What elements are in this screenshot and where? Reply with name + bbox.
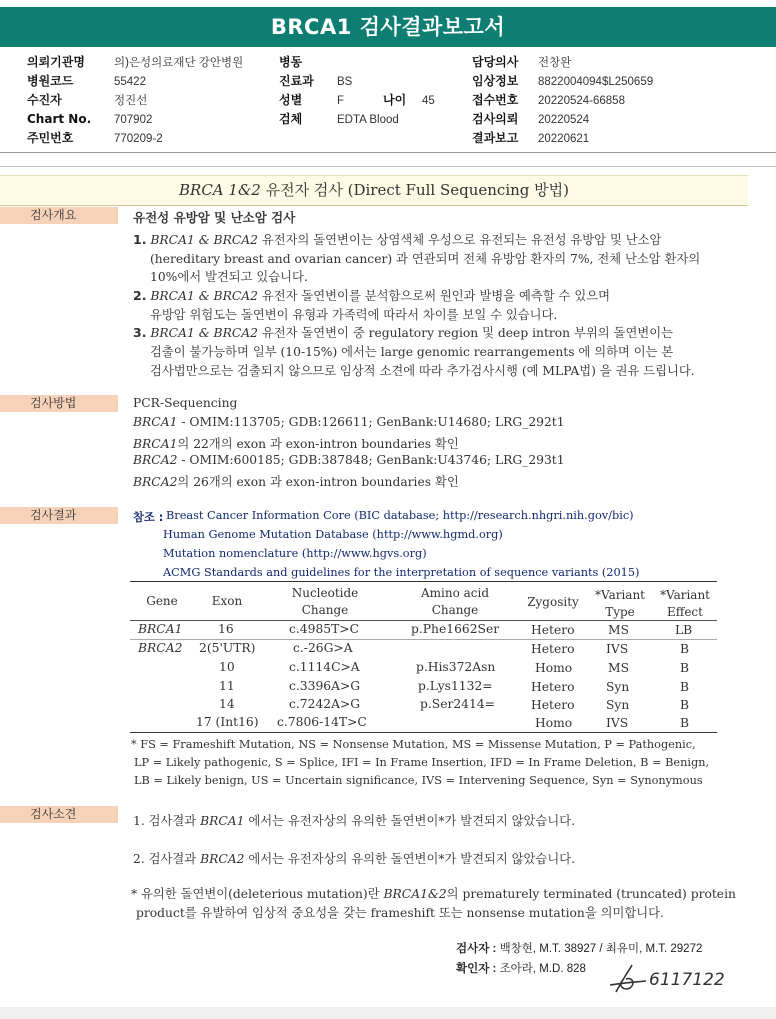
field-value: 20220524 bbox=[538, 114, 590, 126]
cell-nucleotide: c.4985T>C bbox=[289, 622, 360, 636]
gene-name: BRCA2 bbox=[133, 453, 178, 467]
confirmer-name: 조아라, M.D. 828 bbox=[499, 963, 586, 975]
table-bottom-border bbox=[130, 732, 717, 733]
field-label: Chart No. bbox=[27, 112, 92, 126]
field-label: 임상정보 bbox=[472, 74, 519, 88]
cell-gene: BRCA2 bbox=[138, 641, 183, 655]
method-name: PCR-Sequencing bbox=[133, 396, 238, 410]
finding-text: 2. 검사결과 bbox=[133, 852, 201, 866]
legend-line: * FS = Frameshift Mutation, NS = Nonsense Mutation, MS = Missense Mutation, P = Pathogenic, bbox=[131, 738, 696, 751]
col-header-variant-effect bbox=[654, 587, 716, 621]
col-header-nucleotide bbox=[276, 585, 374, 619]
overview-item-3-line3: 검사법만으로는 검출되지 않으므로 임상적 소견에 따라 추가검사시행 (예 MLPA법) 을 권유 드립니다. bbox=[150, 364, 695, 378]
field-label: 검체 bbox=[279, 112, 303, 126]
ref-link[interactable]: ACMG Standards and guidelines for the interpretation of sequence variants (2015) bbox=[163, 566, 640, 579]
cell-variant-effect: B bbox=[680, 642, 690, 656]
item-number: 1. bbox=[133, 232, 147, 247]
note-text: * 유의한 돌연변이(deleterious mutation)란 bbox=[131, 887, 384, 901]
patient-info-col1 bbox=[27, 53, 243, 148]
test-title-text: 유전자 검사 (Direct Full Sequencing 방법) bbox=[260, 181, 569, 199]
item-text: 유전자의 돌연변이는 상염색체 우성으로 유전되는 유전성 유방암 및 난소암 bbox=[257, 233, 662, 247]
field-label: 의뢰기관명 bbox=[27, 55, 85, 69]
exon-text: 의 22개의 exon 과 exon-intron boundaries 확인 bbox=[177, 437, 459, 451]
ids-text: - OMIM:113705; GDB:126611; GenBank:U14680; LRG_292t1 bbox=[177, 415, 565, 429]
header-line: Change bbox=[431, 603, 479, 617]
cell-zygosity: Homo bbox=[535, 716, 573, 730]
cell-exon: 17 (Int16) bbox=[196, 715, 259, 729]
patient-info-col2 bbox=[279, 53, 435, 129]
cell-exon: 16 bbox=[218, 622, 234, 636]
overview-item-1 bbox=[133, 230, 661, 248]
field-value: 20220524-66858 bbox=[538, 95, 625, 107]
finding-2 bbox=[133, 849, 575, 867]
cell-zygosity: Hetero bbox=[531, 698, 575, 712]
item-text: 유전자 돌연변이 중 regulatory region 및 deep intron 부위의 돌연변이는 bbox=[257, 326, 673, 340]
gene-name: BRCA1&2 bbox=[383, 887, 447, 901]
overview-item-2-line2: 유방암 위험도는 돌연변이 유형과 가족력에 따라서 차이를 보일 수 있습니다. bbox=[150, 308, 558, 322]
table-header-border bbox=[130, 620, 717, 621]
note-text: 의 prematurely terminated (truncated) protein bbox=[446, 887, 736, 901]
field-label: 수진자 bbox=[27, 93, 62, 107]
cell-variant-effect: B bbox=[680, 716, 690, 730]
cell-exon: 10 bbox=[219, 660, 235, 674]
overview-item-1-line3: 10%에서 발견되고 있습니다. bbox=[150, 270, 308, 284]
exon-text: 의 26개의 exon 과 exon-intron boundaries 확인 bbox=[177, 475, 459, 489]
field-label: 접수번호 bbox=[472, 93, 519, 107]
ref-link[interactable]: Mutation nomenclature (http://www.hgvs.org) bbox=[163, 547, 427, 560]
overview-item-1-line2: (hereditary breast and ovarian cancer) 과 연관되며 전체 유방암 환자의 7%, 전체 난소암 환자의 bbox=[150, 252, 701, 266]
cell-variant-type: Syn bbox=[606, 698, 630, 712]
test-title-gene: BRCA 1&2 bbox=[179, 181, 261, 199]
cell-nucleotide: c.1114C>A bbox=[289, 660, 360, 674]
cell-zygosity: Hetero bbox=[531, 680, 575, 694]
field-value: EDTA Blood bbox=[337, 114, 399, 126]
col-header-amino-acid bbox=[404, 585, 506, 619]
legend-line: LP = Likely pathogenic, S = Splice, IFI = In Frame Insertion, IFD = In Frame Deletion, B = Benign, bbox=[134, 756, 710, 769]
cell-amino-acid: p.Ser2414= bbox=[420, 697, 495, 711]
gene-name: BRCA1 bbox=[200, 814, 245, 828]
field-value: F bbox=[337, 95, 345, 107]
gene-name: BRCA2 bbox=[200, 852, 245, 866]
cell-variant-type: Syn bbox=[606, 680, 630, 694]
cell-variant-type: IVS bbox=[606, 716, 629, 730]
tester-line bbox=[456, 940, 702, 956]
field-value: 전창완 bbox=[538, 57, 572, 69]
overview-item-3-line2: 검출이 불가능하며 일부 (10-15%) 에서는 large genomic rearrangements 에 의하며 이는 본 bbox=[150, 345, 674, 359]
ref-link[interactable]: Breast Cancer Information Core (BIC database; http://research.nhgri.nih.gov/bic) bbox=[166, 509, 634, 522]
confirmer-label: 확인자 : bbox=[456, 963, 497, 975]
header-line: Effect bbox=[667, 605, 703, 619]
cell-amino-acid: p.His372Asn bbox=[416, 660, 496, 674]
gene-name: BRCA1 & BRCA2 bbox=[150, 326, 258, 340]
cell-exon: 11 bbox=[219, 679, 235, 693]
cell-variant-effect: B bbox=[680, 661, 690, 675]
finding-text: 1. 검사결과 bbox=[133, 814, 201, 828]
ref-label: 참조 : bbox=[133, 511, 164, 524]
field-label: 주민번호 bbox=[27, 131, 74, 145]
finding-text: 에서는 유전자상의 유의한 돌연변이*가 발견되지 않았습니다. bbox=[244, 814, 575, 828]
cell-variant-effect: B bbox=[680, 698, 690, 712]
gene-name: BRCA1 & BRCA2 bbox=[150, 289, 258, 303]
finding-1 bbox=[133, 811, 575, 829]
field-label: 병원코드 bbox=[27, 74, 74, 88]
cell-variant-type: IVS bbox=[606, 642, 629, 656]
cell-nucleotide: c.7242A>G bbox=[289, 697, 361, 711]
confirmer-line bbox=[456, 960, 586, 976]
col-header-zygosity: Zygosity bbox=[527, 595, 579, 609]
cell-amino-acid: p.Lys1132= bbox=[418, 679, 493, 693]
legend-line: LB = Likely benign, US = Uncertain significance, IVS = Intervening Sequence, Syn = Synonymous bbox=[134, 774, 703, 787]
field-label: 성별 bbox=[279, 93, 303, 107]
tester-names: 백창현, M.T. 38927 / 최유미, M.T. 29272 bbox=[499, 943, 703, 955]
findings-note-line2: product를 유발하여 임상적 중요성을 갖는 frameshift 또는 nonsense mutation을 의미합니다. bbox=[136, 906, 664, 920]
age-value: 45 bbox=[422, 95, 435, 107]
header-line: Amino acid bbox=[420, 586, 490, 600]
section-label-findings: 검사소견 bbox=[0, 806, 118, 823]
finding-text: 에서는 유전자상의 유의한 돌연변이*가 발견되지 않았습니다. bbox=[244, 852, 575, 866]
method-brca2-exon bbox=[133, 472, 459, 490]
field-label: 검사의뢰 bbox=[472, 112, 519, 126]
cell-nucleotide: c.3396A>G bbox=[289, 679, 361, 693]
age-label: 나이 bbox=[383, 93, 407, 107]
field-value: 8822004094$L250659 bbox=[538, 76, 654, 88]
item-text: 유전자 돌연변이를 분석함으로써 원인과 발병을 예측할 수 있으며 bbox=[257, 289, 610, 303]
cell-zygosity: Hetero bbox=[531, 642, 575, 656]
table-top-border bbox=[130, 581, 717, 582]
cell-zygosity: Hetero bbox=[531, 623, 575, 637]
field-label: 병동 bbox=[279, 55, 303, 69]
section-label-overview: 검사개요 bbox=[0, 207, 118, 224]
cell-gene: BRCA1 bbox=[138, 622, 183, 636]
cell-variant-effect: B bbox=[680, 680, 690, 694]
field-value: BS bbox=[337, 76, 353, 88]
gene-name: BRCA1 bbox=[133, 415, 178, 429]
cell-nucleotide: c.-26G>A bbox=[293, 641, 353, 655]
col-header-gene: Gene bbox=[146, 594, 178, 608]
gene-name: BRCA2 bbox=[133, 475, 178, 489]
gene-name: BRCA1 bbox=[133, 437, 178, 451]
patient-info-col3 bbox=[472, 53, 653, 148]
row-divider bbox=[130, 639, 717, 640]
tester-label: 검사자 : bbox=[456, 943, 497, 955]
divider bbox=[0, 166, 776, 167]
header-line: Type bbox=[605, 605, 635, 619]
field-value: 707902 bbox=[114, 114, 153, 126]
cell-nucleotide: c.7806-14T>C bbox=[277, 715, 367, 729]
item-number: 2. bbox=[133, 288, 147, 303]
cell-variant-type: MS bbox=[608, 623, 630, 637]
cell-exon: 2(5'UTR) bbox=[199, 641, 256, 655]
handwritten-signature bbox=[602, 955, 725, 1000]
field-value: 20220621 bbox=[538, 133, 590, 145]
cell-variant-effect: LB bbox=[675, 623, 693, 637]
field-value: 770209-2 bbox=[114, 133, 163, 145]
field-value: 정진선 bbox=[114, 95, 148, 107]
cell-amino-acid: p.Phe1662Ser bbox=[411, 622, 500, 636]
method-brca1-exon bbox=[133, 434, 459, 452]
field-label: 결과보고 bbox=[472, 131, 519, 145]
gene-name: BRCA1 & BRCA2 bbox=[150, 233, 258, 247]
method-brca1-ids bbox=[133, 415, 565, 429]
overview-item-3 bbox=[133, 323, 673, 341]
cell-zygosity: Homo bbox=[535, 661, 573, 675]
overview-item-2 bbox=[133, 286, 610, 304]
cell-exon: 14 bbox=[219, 697, 235, 711]
method-brca2-ids bbox=[133, 453, 565, 467]
cell-variant-type: MS bbox=[608, 661, 630, 675]
header-line: *Variant bbox=[595, 588, 645, 602]
signature-date: 6117122 bbox=[649, 970, 725, 990]
section-label-results: 검사결과 bbox=[0, 507, 118, 524]
field-label: 진료과 bbox=[279, 74, 314, 88]
test-title bbox=[0, 175, 748, 206]
item-number: 3. bbox=[133, 325, 147, 340]
bottom-bar bbox=[0, 1007, 776, 1019]
divider bbox=[0, 152, 776, 153]
field-label: 담당의사 bbox=[472, 55, 519, 69]
section-label-method: 검사방법 bbox=[0, 395, 118, 412]
findings-note bbox=[131, 884, 736, 902]
header-line: Nucleotide bbox=[291, 586, 359, 600]
ids-text: - OMIM:600185; GDB:387848; GenBank:U43746; LRG_293t1 bbox=[177, 453, 565, 467]
col-header-variant-type bbox=[590, 587, 650, 621]
ref-link[interactable]: Human Genome Mutation Database (http://www.hgmd.org) bbox=[163, 528, 503, 541]
header-line: *Variant bbox=[660, 588, 710, 602]
col-header-exon: Exon bbox=[211, 594, 243, 608]
field-value: 55422 bbox=[114, 76, 146, 88]
report-title: BRCA1 검사결과보고서 bbox=[0, 7, 776, 47]
header-line: Change bbox=[301, 603, 349, 617]
overview-heading: 유전성 유방암 및 난소암 검사 bbox=[133, 210, 296, 225]
field-value: 의)은성의료재단 강안병원 bbox=[114, 57, 244, 69]
